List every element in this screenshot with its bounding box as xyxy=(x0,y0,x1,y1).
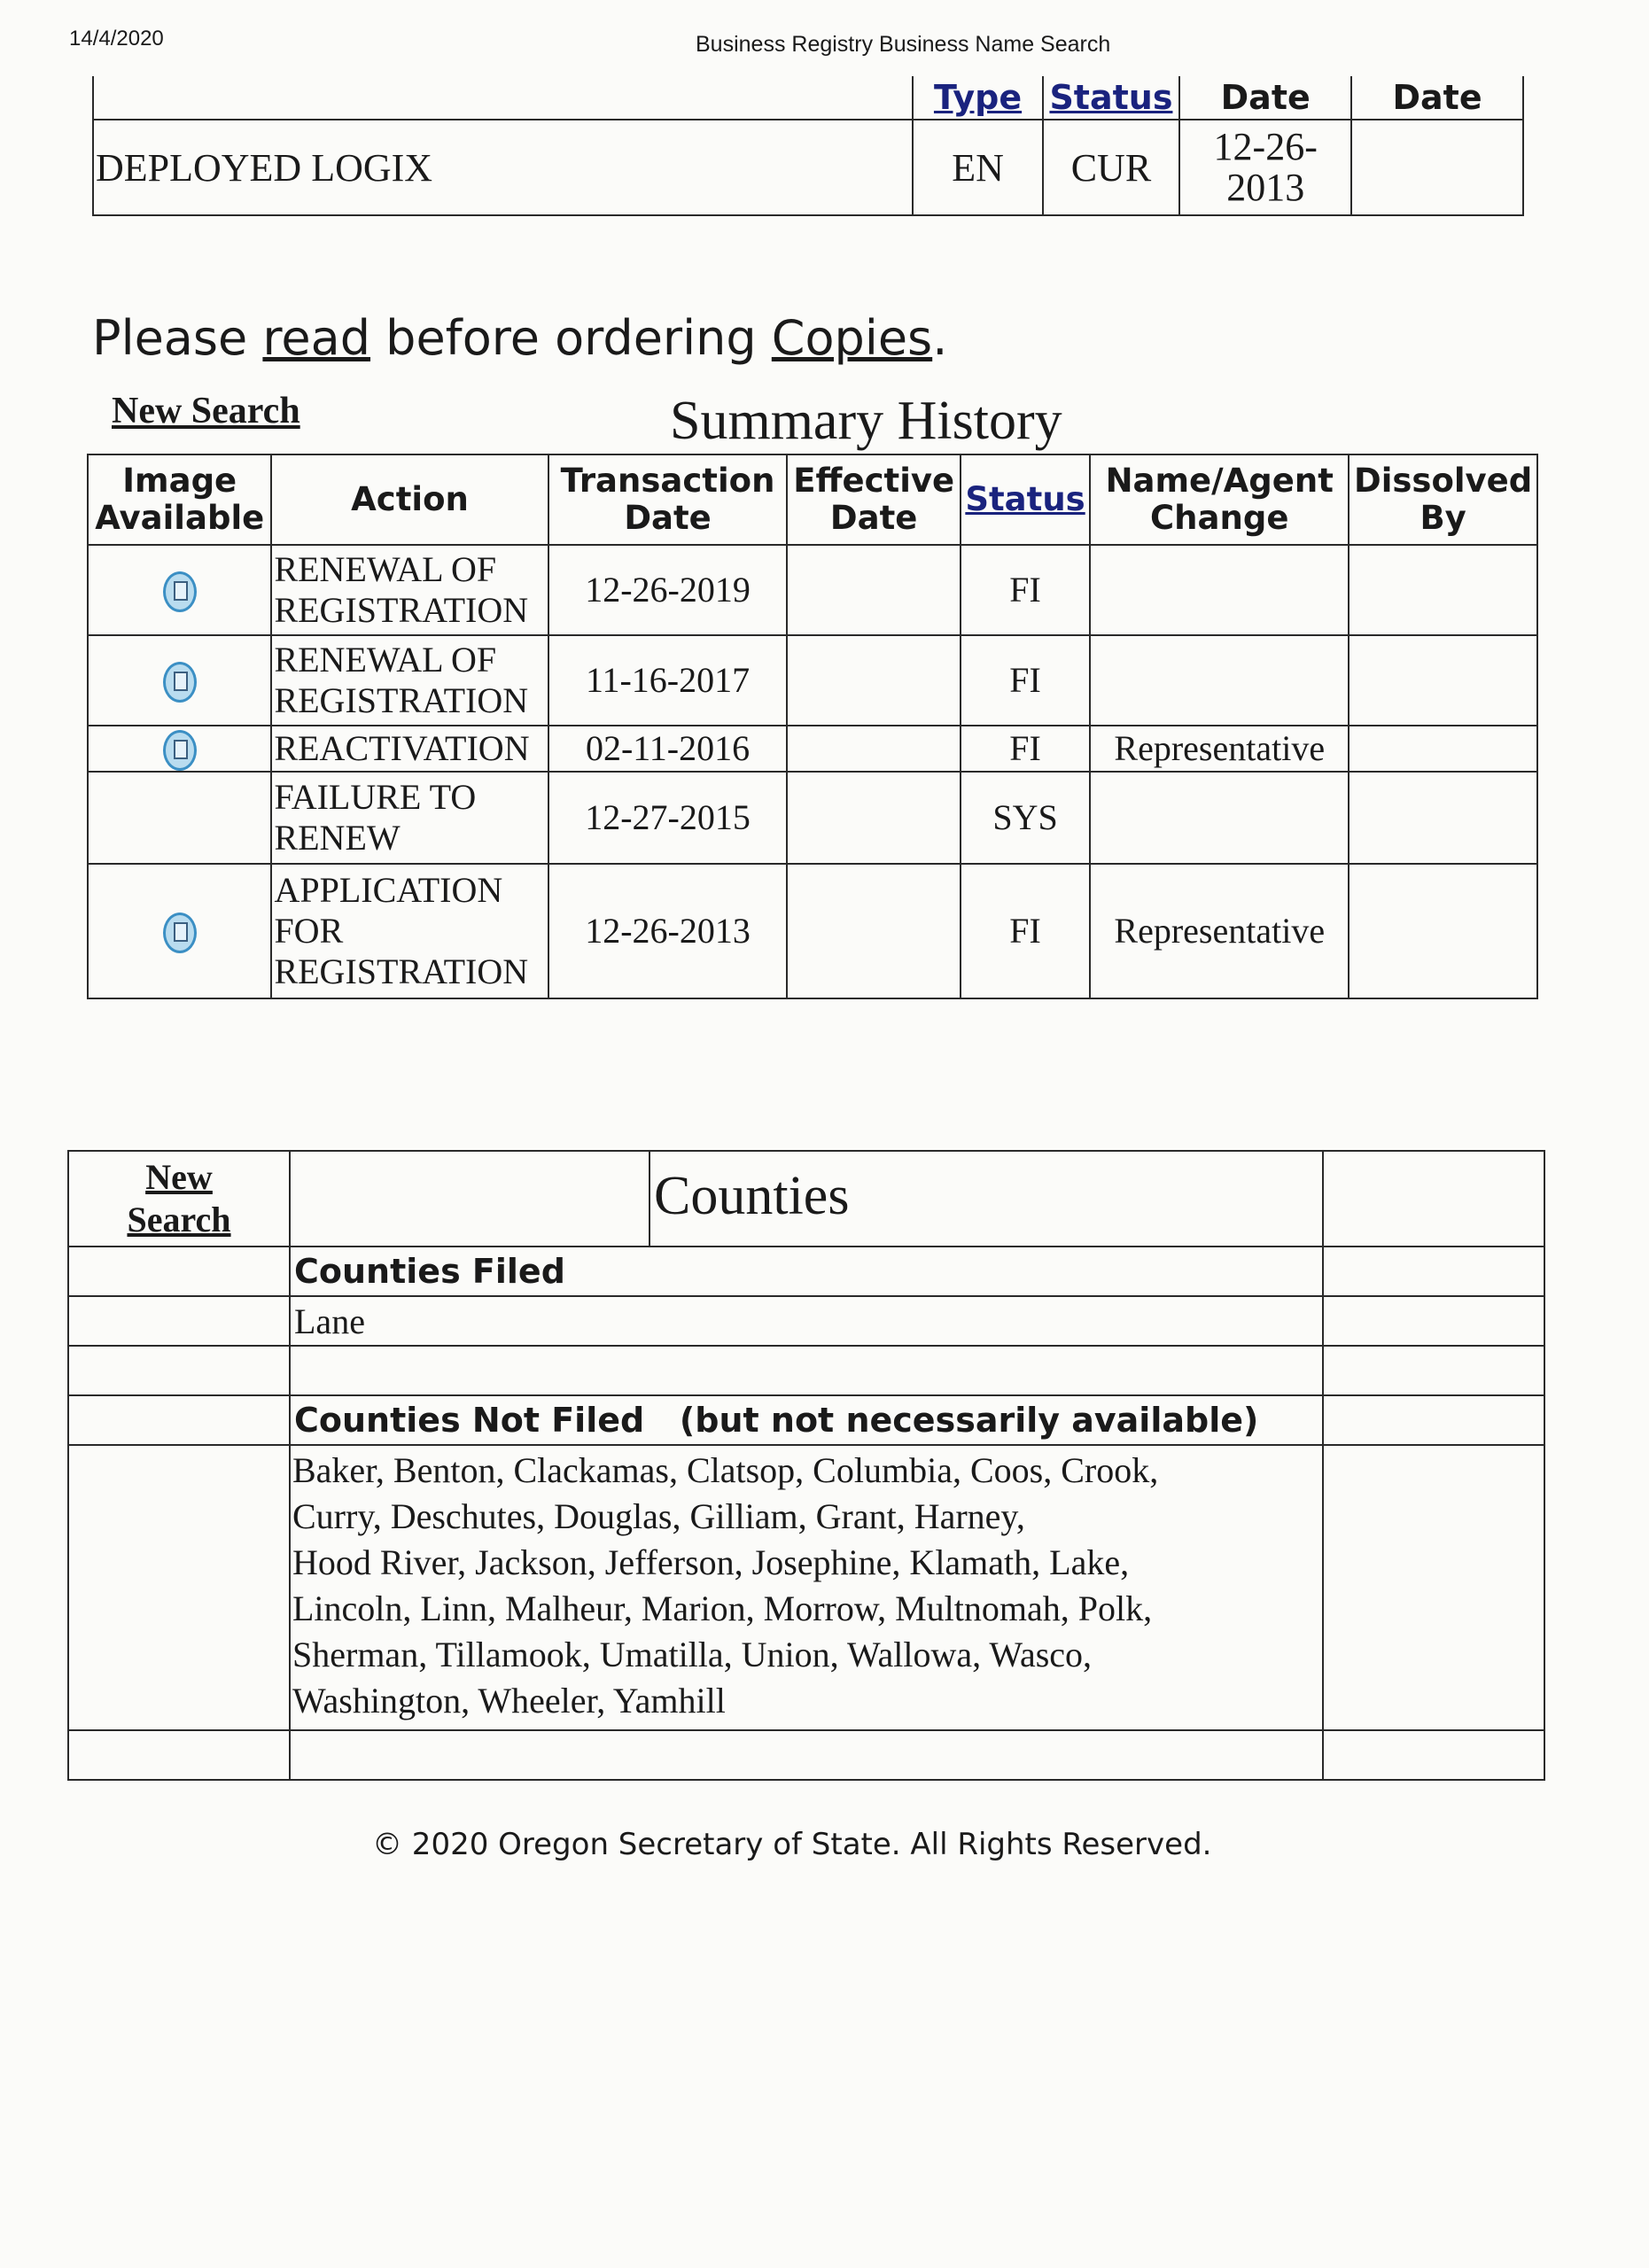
record-type-header[interactable] xyxy=(913,76,1042,120)
summary-history-title: Summary History xyxy=(670,391,1062,451)
counties-row xyxy=(68,1730,1544,1780)
blank-cell xyxy=(1323,1296,1544,1346)
counties-title: Counties xyxy=(654,1166,850,1226)
print-date: 14/4/2020 xyxy=(69,27,164,50)
record-status-header[interactable] xyxy=(1043,76,1180,120)
name-agent-cell: Representative xyxy=(1090,864,1349,998)
history-header-row xyxy=(88,454,1537,545)
county-line: Baker, Benton, Clackamas, Clatsop, Columbia, Coos, Crook, xyxy=(292,1450,1159,1490)
transaction-date-cell: 12-26-2013 xyxy=(548,864,788,998)
business-name: DEPLOYED LOGIX xyxy=(93,120,913,215)
blank-cell xyxy=(68,1730,290,1780)
record-header-row xyxy=(93,76,1523,120)
effective-date-cell xyxy=(787,726,960,772)
effective-date-cell xyxy=(787,772,960,864)
read-link[interactable]: read xyxy=(262,310,371,366)
transaction-date-cell: 12-27-2015 xyxy=(548,772,788,864)
record-status: CUR xyxy=(1043,120,1180,215)
counties-filed-label: Counties Filed xyxy=(290,1247,1323,1296)
status-sort-link[interactable]: Status xyxy=(1049,78,1173,117)
type-sort-link[interactable]: Type xyxy=(933,78,1023,117)
status-cell: SYS xyxy=(961,772,1090,864)
summary-history-table xyxy=(87,454,1538,999)
name-agent-cell: Representative xyxy=(1090,726,1349,772)
county-line: Curry, Deschutes, Douglas, Gilliam, Grant, Harney, xyxy=(292,1496,1025,1536)
dissolved-by-cell xyxy=(1349,726,1537,772)
effective-date-cell xyxy=(787,864,960,998)
blank-cell xyxy=(68,1296,290,1346)
image-available-header: Image Available xyxy=(88,454,271,545)
status-cell: FI xyxy=(961,635,1090,726)
notice-prefix: Please xyxy=(92,310,263,366)
blank-cell xyxy=(68,1247,290,1296)
document-image-icon[interactable] xyxy=(163,662,197,703)
notice-suffix: . xyxy=(932,310,948,366)
dissolved-by-cell xyxy=(1349,635,1537,726)
notice-middle: before ordering xyxy=(370,310,772,366)
image-cell[interactable] xyxy=(88,635,271,726)
new-search-link[interactable]: New Search xyxy=(112,391,300,431)
image-cell[interactable] xyxy=(88,726,271,772)
dissolved-by-header: Dissolved By xyxy=(1349,454,1537,545)
copies-link[interactable]: Copies xyxy=(771,310,933,366)
blank-cell xyxy=(1323,1346,1544,1395)
transaction-date-cell: 02-11-2016 xyxy=(548,726,788,772)
blank-cell xyxy=(1323,1730,1544,1780)
record-row xyxy=(93,120,1523,215)
status-cell: FI xyxy=(961,726,1090,772)
action-header: Action xyxy=(271,454,548,545)
counties-new-search-link[interactable]: New Search xyxy=(127,1157,231,1239)
record-date2-header: Date xyxy=(1351,76,1523,120)
counties-title-cell xyxy=(290,1151,1323,1247)
county-line: Washington, Wheeler, Yamhill xyxy=(292,1681,726,1720)
record-type: EN xyxy=(913,120,1042,215)
counties-row xyxy=(68,1296,1544,1346)
status-link[interactable]: Status xyxy=(965,480,1085,518)
document-image-icon[interactable] xyxy=(163,913,197,953)
blank-cell xyxy=(68,1346,290,1395)
county-line: Lincoln, Linn, Malheur, Marion, Morrow, Multnomah, Polk, xyxy=(292,1588,1153,1628)
print-title: Business Registry Business Name Search xyxy=(696,32,1111,57)
counties-header-row xyxy=(68,1151,1544,1247)
action-cell: FAILURE TO RENEW xyxy=(271,772,548,864)
dissolved-by-cell xyxy=(1349,864,1537,998)
image-cell xyxy=(88,772,271,864)
record-date-header: Date xyxy=(1179,76,1351,120)
blank-cell xyxy=(68,1445,290,1730)
blank-cell xyxy=(290,1346,1323,1395)
document-image-icon[interactable] xyxy=(163,571,197,612)
blank-cell xyxy=(290,1730,1323,1780)
status-header[interactable] xyxy=(961,454,1090,545)
name-agent-cell xyxy=(1090,635,1349,726)
dissolved-by-cell xyxy=(1349,772,1537,864)
table-row xyxy=(88,772,1537,864)
record-date2 xyxy=(1351,120,1523,215)
counties-filed-value: Lane xyxy=(290,1296,1323,1346)
name-agent-cell xyxy=(1090,772,1349,864)
effective-date-cell xyxy=(787,635,960,726)
transaction-date-cell: 12-26-2019 xyxy=(548,545,788,635)
action-cell: RENEWAL OF REGISTRATION xyxy=(271,635,548,726)
image-cell[interactable] xyxy=(88,864,271,998)
name-agent-cell xyxy=(1090,545,1349,635)
action-cell: REACTIVATION xyxy=(271,726,548,772)
counties-blank-cell xyxy=(1323,1151,1544,1247)
county-line: Hood River, Jackson, Jefferson, Josephine, Klamath, Lake, xyxy=(292,1542,1130,1582)
counties-not-filed-list xyxy=(290,1445,1323,1730)
counties-row xyxy=(68,1395,1544,1445)
county-line: Sherman, Tillamook, Umatilla, Union, Wallowa, Wasco, xyxy=(292,1635,1093,1674)
record-name-header xyxy=(93,76,913,120)
action-cell: RENEWAL OF REGISTRATION xyxy=(271,545,548,635)
effective-date-cell xyxy=(787,545,960,635)
action-cell: APPLICATION FOR REGISTRATION xyxy=(271,864,548,998)
table-row xyxy=(88,545,1537,635)
blank-cell xyxy=(68,1395,290,1445)
blank-cell xyxy=(1323,1445,1544,1730)
status-cell: FI xyxy=(961,864,1090,998)
transaction-date-header: Transaction Date xyxy=(548,454,788,545)
name-agent-header: Name/Agent Change xyxy=(1090,454,1349,545)
copies-notice xyxy=(92,310,947,366)
table-row xyxy=(88,726,1537,772)
counties-row xyxy=(68,1445,1544,1730)
counties-table xyxy=(67,1150,1545,1781)
counties-not-filed-label: Counties Not Filed (but not necessarily available) xyxy=(290,1395,1323,1445)
record-date: 12-26- 2013 xyxy=(1179,120,1351,215)
copyright-footer: © 2020 Oregon Secretary of State. All Rights Reserved. xyxy=(372,1827,1212,1862)
table-row xyxy=(88,864,1537,998)
counties-new-search-cell[interactable] xyxy=(68,1151,290,1247)
counties-row xyxy=(68,1346,1544,1395)
counties-row xyxy=(68,1247,1544,1296)
dissolved-by-cell xyxy=(1349,545,1537,635)
table-row xyxy=(88,635,1537,726)
blank-cell xyxy=(1323,1247,1544,1296)
document-image-icon[interactable] xyxy=(163,730,197,771)
transaction-date-cell: 11-16-2017 xyxy=(548,635,788,726)
image-cell[interactable] xyxy=(88,545,271,635)
blank-cell xyxy=(1323,1395,1544,1445)
status-cell: FI xyxy=(961,545,1090,635)
effective-date-header: Effective Date xyxy=(787,454,960,545)
business-record-table xyxy=(92,76,1524,216)
